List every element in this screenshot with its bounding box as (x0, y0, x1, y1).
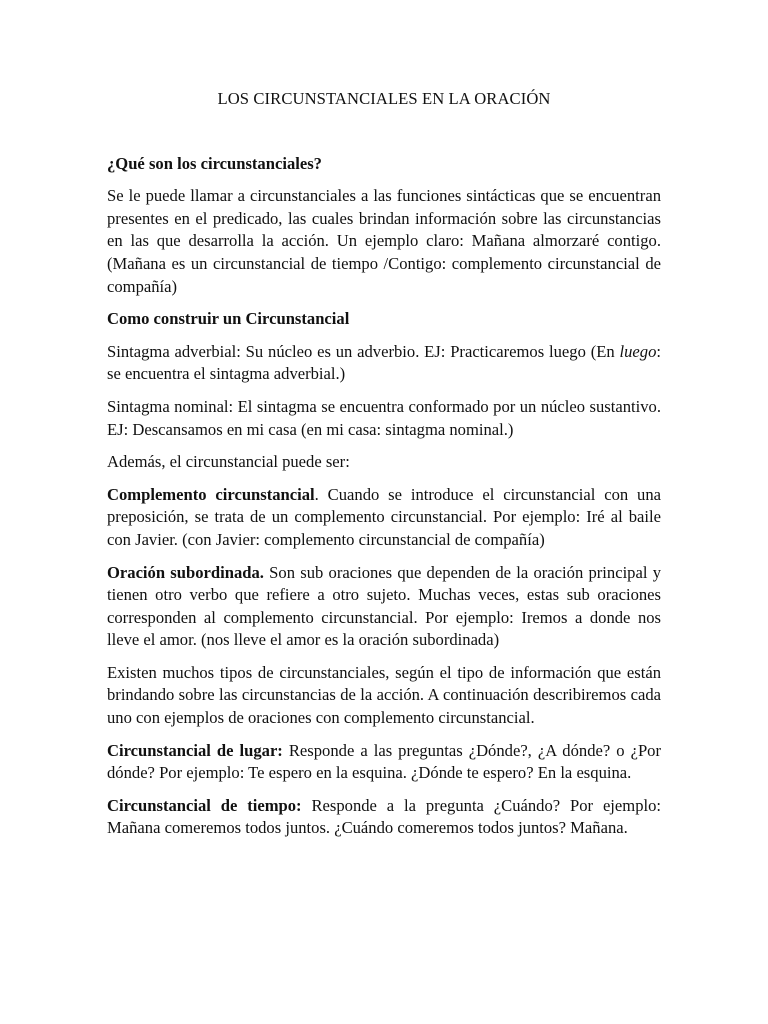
subordinada-term: Oración subordinada. (107, 562, 264, 582)
document-title: LOS CIRCUNSTANCIALES EN LA ORACIÓN (217, 89, 551, 108)
adverbial-italic-word: luego (619, 341, 657, 361)
tiempo-text: Responde a la pregunta ¿Cuándo? Por ejemplo: Mañana comeremos todos juntos. ¿Cuándo comeremos todos juntos? Mañana. (107, 795, 662, 838)
section-heading-como-construir: Como construir un Circunstancial (107, 309, 350, 329)
subordinada-text: Son sub oraciones que dependen de la oración principal y tienen otro verbo que refiere a otro sujeto. Muchas veces, estas sub oraciones corresponden al complemento circunstancial. Por ejemplo: Iremos a donde nos lleve el amor. (nos lleve el amor es la oración subordinada) (107, 562, 661, 650)
lugar-term: Circunstancial de lugar: (107, 740, 283, 760)
paragraph-sintagma-nominal: Sintagma nominal: El sintagma se encuentra conformado por un núcleo sustantivo. EJ: Descansamos en mi casa (en mi casa: sintagma nominal.) (107, 396, 661, 439)
paragraph-subordinada (107, 562, 661, 652)
paragraph-complemento (107, 484, 661, 552)
paragraph-sintagma-adverbial (107, 341, 661, 386)
complemento-term: Complemento circunstancial (107, 484, 315, 504)
paragraph-ademas: Además, el circunstancial puede ser: (107, 452, 350, 472)
adverbial-text-b: : se encuentra el sintagma adverbial.) (107, 341, 661, 384)
lugar-text: Responde a las preguntas ¿Dónde?, ¿A dónde? o ¿Por dónde? Por ejemplo: Te espero en la esquina. ¿Dónde te espero? En la esquina. (107, 740, 661, 783)
adverbial-text-a: Sintagma adverbial: Su núcleo es un adverbio. EJ: Practicaremos luego (En (107, 341, 620, 361)
paragraph-lugar (107, 740, 661, 785)
section-heading-que-son: ¿Qué son los circunstanciales? (107, 153, 322, 173)
paragraph-intro: Se le puede llamar a circunstanciales a las funciones sintácticas que se encuentran presentes en el predicado, las cuales brindan información sobre las circunstancias en las que desarrolla la acción. Un ejemplo claro: Mañana almorzaré contigo. (Mañana es un circunstancial de tiempo /Contigo: complemento circunstancial de compañía) (107, 186, 661, 296)
complemento-text: . Cuando se introduce el circunstancial con una preposición, se trata de un complemento circunstancial. Por ejemplo: Iré al baile con Javier. (con Javier: complemento circunstancial de compañía) (107, 484, 661, 549)
document-body (107, 88, 661, 850)
paragraph-tiempo (107, 795, 661, 840)
tiempo-term: Circunstancial de tiempo: (107, 795, 302, 815)
paragraph-existen: Existen muchos tipos de circunstanciales, según el tipo de información que están brindando sobre las circunstancias de la acción. A continuación describiremos cada uno con ejemplos de oraciones con complemento circunstancial. (107, 662, 661, 728)
